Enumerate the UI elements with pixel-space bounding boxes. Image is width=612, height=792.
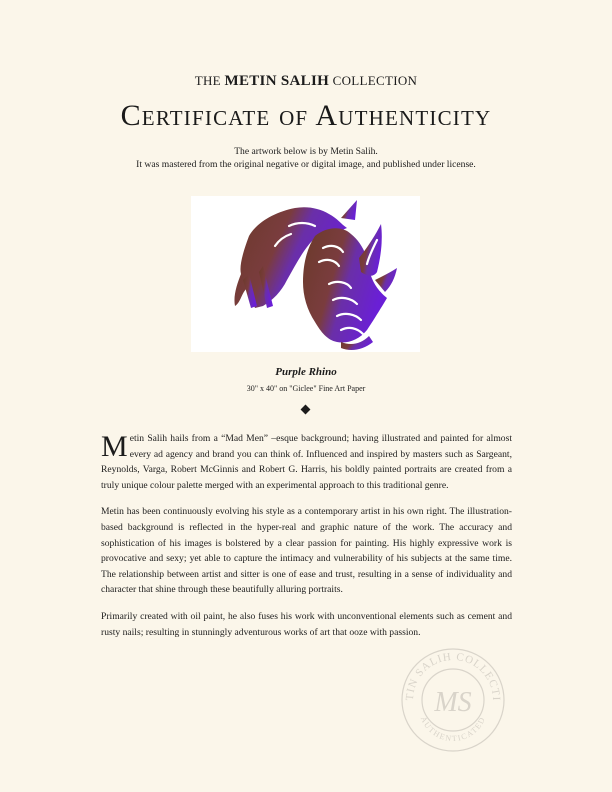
artwork-size: 30" x 40" on "Giclee" Fine Art Paper — [246, 384, 366, 393]
authentication-seal-icon — [400, 625, 506, 775]
bio-paragraph-1-text: etin Salih hails from a “Mad Men” –esque background; having illustrated and painted for almost every ad agency and brand you can think of. Influenced and inspired by masters such as Sargeant, Reynolds, Varga, Robert McGinnis and Robert G. Harris, his boldly painted portraits are created from a truly unique colour palette merged with an experimental approach to this traditional genre. — [101, 433, 512, 491]
collection-heading — [0, 73, 612, 90]
seal-monogram: MS — [434, 687, 472, 718]
collection-suffix: COLLECTION — [332, 73, 418, 88]
diamond-divider-icon — [301, 405, 311, 415]
collection-name: METIN SALIH — [224, 73, 330, 89]
rhino-painting-icon — [191, 196, 420, 352]
intro-text — [0, 146, 612, 171]
bio-paragraph-1 — [101, 431, 512, 493]
bio-paragraph-3: Primarily created with oil paint, he also fuses his work with unconventional elements such as cement and rusty nails; resulting in stunningly adventurous works of art that ooze with passion. — [101, 610, 512, 638]
bio-paragraph-2: Metin has been continuously evolving his style as a contemporary artist in his own right. The illustration-based background is reflected in the hyper-real and graphic nature of the work. The accuracy and sophistication of his images is bolstered by a clear passion for painting. His highly expressive work is provocative and sexy; yet able to capture the intimacy and vulnerability of his subjects at the same time. The relationship between artist and sitter is one of ease and trust, resulting in a sense of individuality and character that shine through these beautifully alluring portraits. — [101, 506, 512, 596]
artwork-title: Purple Rhino — [275, 366, 337, 378]
artist-bio — [101, 431, 512, 651]
drop-cap: M — [101, 430, 128, 463]
certificate-title: Certificate of Authenticity — [120, 99, 492, 132]
collection-prefix: THE — [194, 73, 221, 88]
seal-top-text: TIN SALIH COLLECTI — [403, 650, 503, 702]
intro-line-2: It was mastered from the original negative or digital image, and published under license. — [136, 158, 476, 170]
seal-bottom-text: AUTHENTICATED — [418, 715, 488, 744]
intro-line-1: The artwork below is by Metin Salih. — [234, 146, 378, 157]
